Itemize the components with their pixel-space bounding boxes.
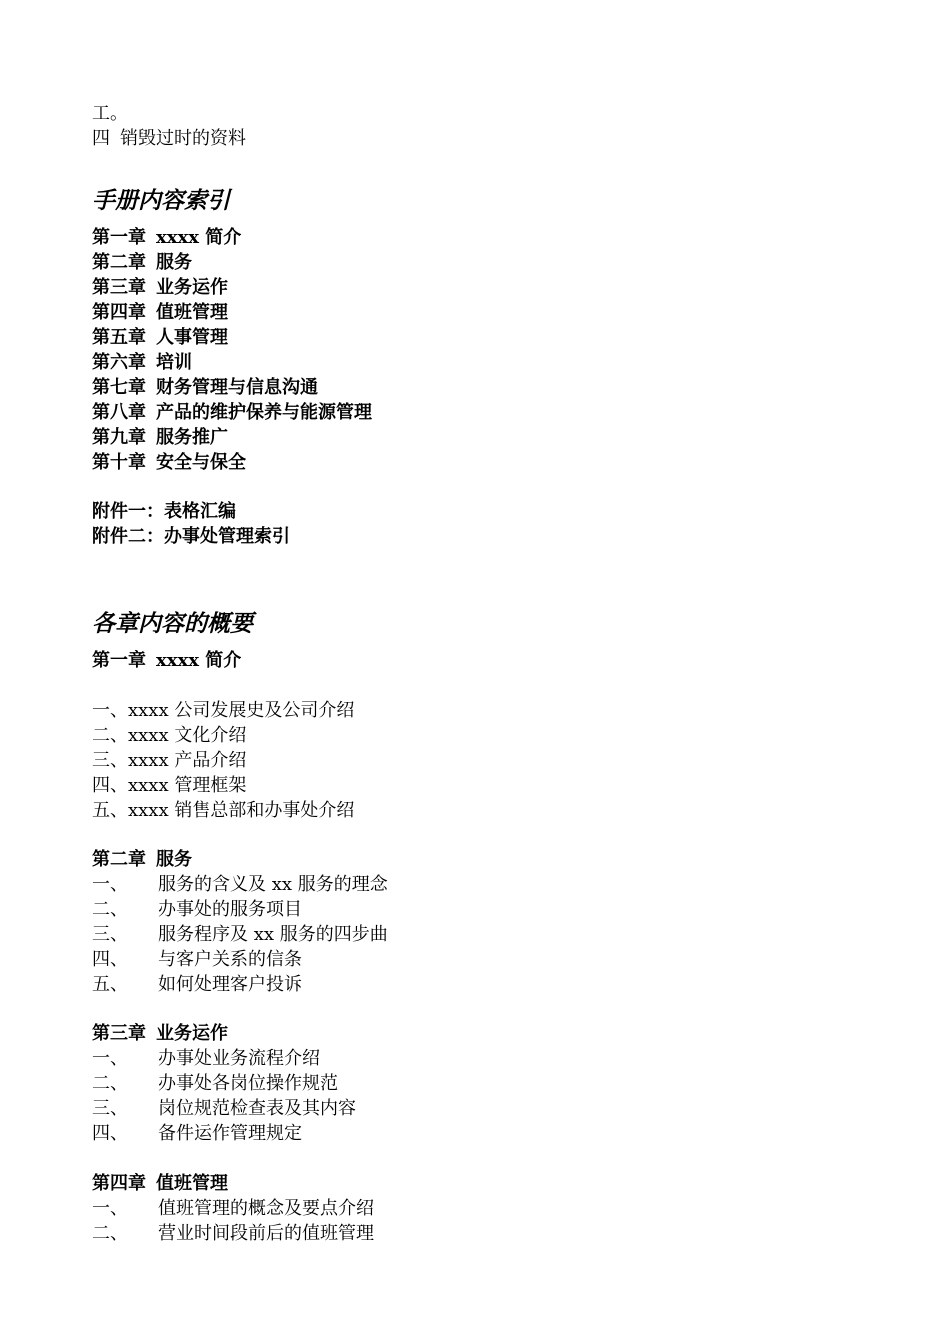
list-item (92, 897, 302, 922)
chapter-title: 培训 (156, 352, 192, 373)
item-text: 办事处的服务项目 (158, 899, 302, 920)
list-item (92, 947, 302, 972)
list-item (92, 1096, 356, 1121)
item-text: 岗位规范检查表及其内容 (158, 1098, 356, 1119)
item-text: 服务程序及 xx 服务的四步曲 (158, 924, 388, 945)
chapter-label: 第八章 (92, 402, 146, 423)
chapter-title: xxxx 简介 (156, 227, 242, 248)
index-chapter (92, 250, 192, 275)
list-item: 四、xxxx 管理框架 (92, 775, 247, 796)
item-number: 四、 (92, 949, 128, 970)
item-number: 二、 (92, 899, 128, 920)
index-chapter (92, 300, 228, 325)
list-item (92, 872, 388, 897)
intro-line: 工。 (92, 103, 128, 124)
chapter-label: 第四章 (92, 302, 146, 323)
chapter-title: xxxx 简介 (156, 650, 242, 671)
item-number: 二、 (92, 1073, 128, 1094)
chapter-label: 第七章 (92, 377, 146, 398)
list-item (92, 1071, 338, 1096)
chapter-title: 业务运作 (156, 1023, 228, 1044)
index-chapter (92, 275, 228, 300)
index-chapter (92, 225, 241, 250)
list-item (92, 1196, 374, 1221)
item-number: 四、 (92, 1123, 128, 1144)
chapter-title: 业务运作 (156, 277, 228, 298)
chapter-title: 服务推广 (156, 427, 228, 448)
item-number: 五、 (92, 974, 128, 995)
chapter-title: 人事管理 (156, 327, 228, 348)
item-text: 销毁过时的资料 (120, 128, 246, 149)
item-text: 服务的含义及 xx 服务的理念 (158, 874, 388, 895)
index-heading: 手册内容索引 (92, 188, 230, 214)
item-text: 办事处业务流程介绍 (158, 1048, 320, 1069)
item-text: 办事处各岗位操作规范 (158, 1073, 338, 1094)
summary-heading: 各章内容的概要 (92, 611, 253, 637)
item-number: 三、 (92, 924, 128, 945)
list-item (92, 1121, 302, 1146)
chapter-heading (92, 1021, 228, 1046)
chapter-heading (92, 648, 241, 673)
item-number: 二、 (92, 1223, 128, 1244)
chapter-label: 第三章 (92, 277, 146, 298)
chapter-label: 第六章 (92, 352, 146, 373)
index-chapter (92, 400, 372, 425)
list-item: 一、xxxx 公司发展史及公司介绍 (92, 700, 355, 721)
item-number: 一、 (92, 1048, 128, 1069)
chapter-title: 值班管理 (156, 1173, 228, 1194)
list-item: 三、xxxx 产品介绍 (92, 750, 247, 771)
item-text: 与客户关系的信条 (158, 949, 302, 970)
chapter-heading (92, 1171, 228, 1196)
item-text: 值班管理的概念及要点介绍 (158, 1198, 374, 1219)
index-chapter (92, 425, 228, 450)
chapter-label: 第三章 (92, 1023, 146, 1044)
chapter-label: 第一章 (92, 650, 146, 671)
list-item (92, 1221, 374, 1246)
chapter-title: 值班管理 (156, 302, 228, 323)
index-attachment: 附件一：表格汇编 (92, 501, 236, 522)
list-item (92, 1046, 320, 1071)
item-number: 三、 (92, 1098, 128, 1119)
chapter-label: 第二章 (92, 849, 146, 870)
item-text: 如何处理客户投诉 (158, 974, 302, 995)
chapter-label: 第十章 (92, 452, 146, 473)
chapter-label: 第二章 (92, 252, 146, 273)
item-text: 营业时间段前后的值班管理 (158, 1223, 374, 1244)
chapter-label: 第九章 (92, 427, 146, 448)
chapter-title: 服务 (156, 252, 192, 273)
chapter-title: 财务管理与信息沟通 (156, 377, 318, 398)
chapter-label: 第一章 (92, 227, 146, 248)
list-item (92, 972, 302, 997)
list-item: 二、xxxx 文化介绍 (92, 725, 247, 746)
index-chapter (92, 450, 246, 475)
index-attachment: 附件二：办事处管理索引 (92, 526, 290, 547)
item-number: 一、 (92, 874, 128, 895)
chapter-title: 产品的维护保养与能源管理 (156, 402, 372, 423)
chapter-heading (92, 847, 192, 872)
item-number: 一、 (92, 1198, 128, 1219)
index-chapter (92, 325, 228, 350)
index-chapter (92, 375, 318, 400)
index-chapter (92, 350, 192, 375)
chapter-title: 服务 (156, 849, 192, 870)
chapter-label: 第五章 (92, 327, 146, 348)
item-number: 四 (92, 128, 110, 149)
list-item (92, 922, 388, 947)
item-text: 备件运作管理规定 (158, 1123, 302, 1144)
list-item: 五、xxxx 销售总部和办事处介绍 (92, 800, 355, 821)
chapter-label: 第四章 (92, 1173, 146, 1194)
chapter-title: 安全与保全 (156, 452, 246, 473)
intro-list-item (92, 126, 246, 151)
